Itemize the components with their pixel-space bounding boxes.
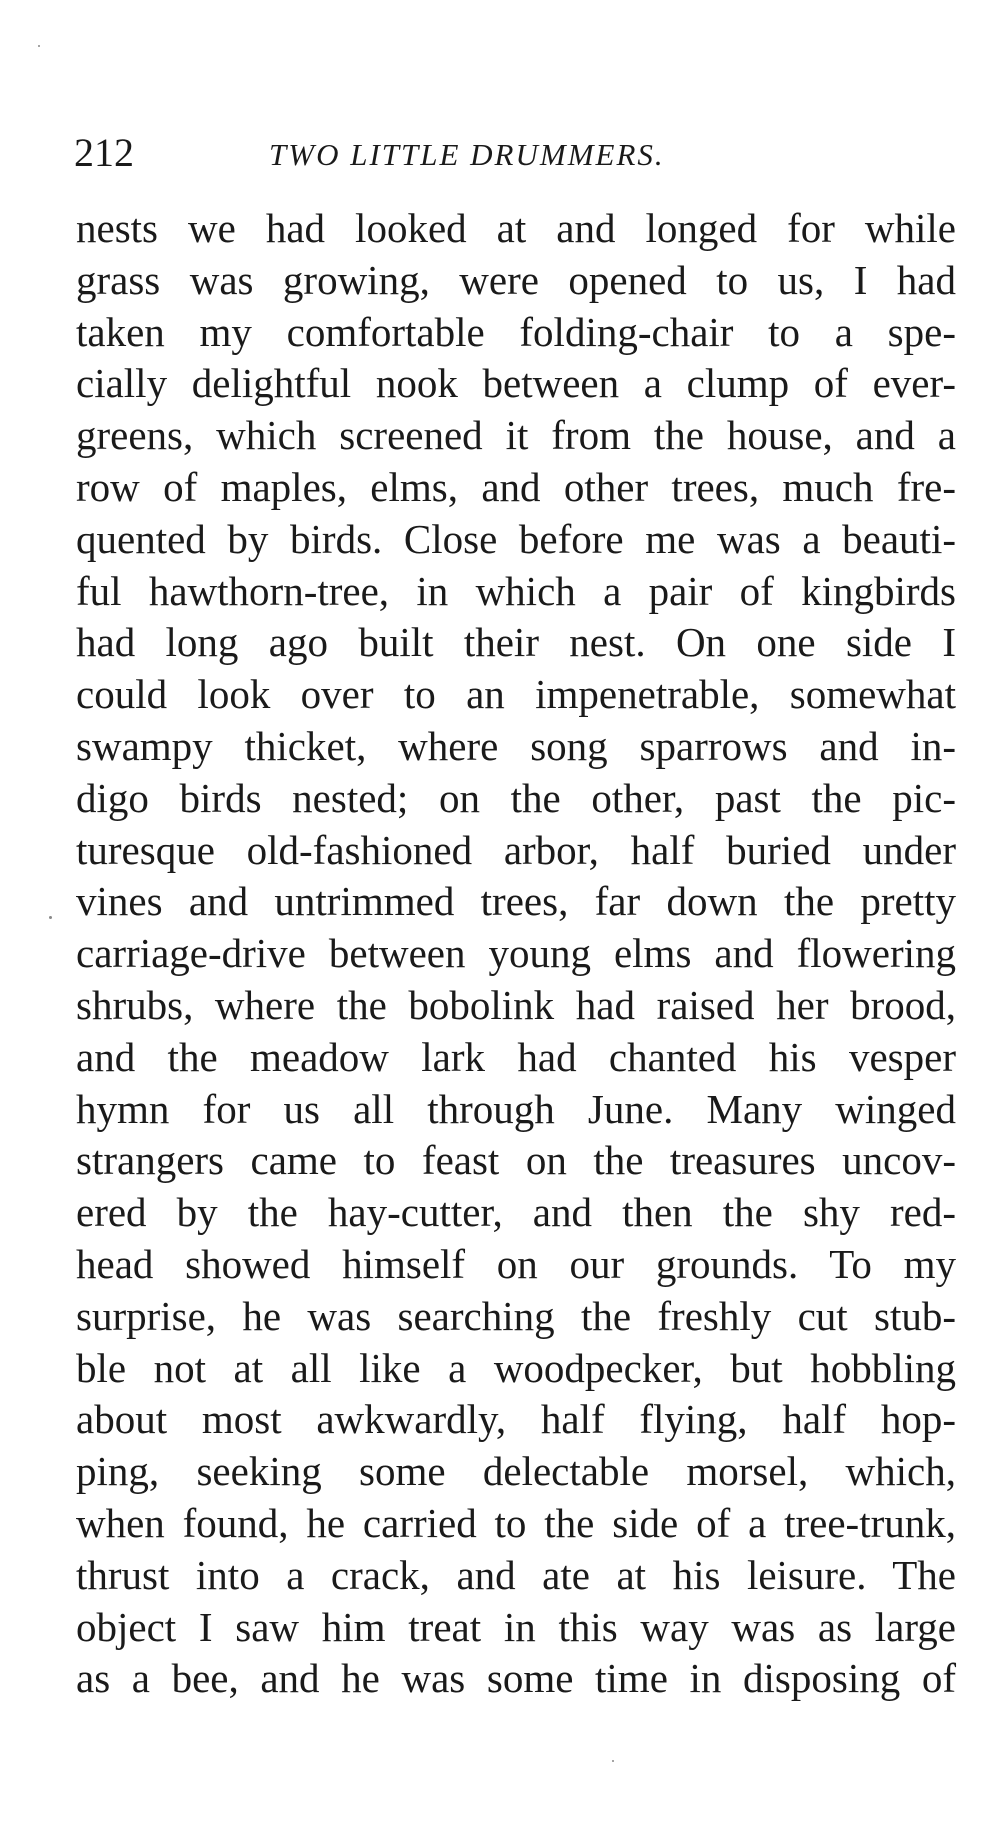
text-line: cially delightful nook between a clump of ever- bbox=[76, 360, 956, 407]
paper-speck bbox=[38, 45, 40, 47]
text-line: shrubs, where the bobolink had raised her brood, bbox=[76, 981, 956, 1028]
text-line: ered by the hay-cutter, and then the shy red- bbox=[76, 1189, 956, 1236]
text-line: greens, which screened it from the house, and a bbox=[76, 412, 956, 459]
text-line: had long ago built their nest. On one side I bbox=[76, 619, 956, 666]
text-line: thrust into a crack, and ate at his leisure. The bbox=[76, 1551, 956, 1598]
text-line: ful hawthorn-tree, in which a pair of kingbirds bbox=[76, 567, 956, 614]
text-line: surprise, he was searching the freshly cut stub- bbox=[76, 1292, 956, 1339]
text-line: as a bee, and he was some time in disposing of bbox=[76, 1655, 956, 1702]
text-line: digo birds nested; on the other, past the pic- bbox=[76, 774, 956, 821]
text-line: ping, seeking some delectable morsel, which, bbox=[76, 1448, 956, 1495]
text-line: quented by birds. Close before me was a beauti- bbox=[76, 515, 956, 562]
text-line: hymn for us all through June. Many winged bbox=[76, 1085, 956, 1132]
text-line: turesque old-fashioned arbor, half buried under bbox=[76, 826, 956, 873]
running-head bbox=[74, 128, 954, 178]
paper-speck bbox=[49, 916, 52, 919]
text-line: nests we had looked at and longed for while bbox=[76, 205, 956, 251]
text-line: swampy thicket, where song sparrows and in- bbox=[76, 722, 956, 769]
text-line: about most awkwardly, half flying, half hop- bbox=[76, 1396, 956, 1443]
text-line: grass was growing, were opened to us, I had bbox=[76, 256, 956, 303]
text-line: head showed himself on our grounds. To my bbox=[76, 1240, 956, 1287]
text-line: could look over to an impenetrable, somewhat bbox=[76, 671, 956, 718]
body-text bbox=[76, 203, 956, 1705]
running-title: TWO LITTLE DRUMMERS. bbox=[269, 137, 665, 172]
text-line: strangers came to feast on the treasures uncov- bbox=[76, 1137, 956, 1184]
text-line: when found, he carried to the side of a tree-trunk, bbox=[76, 1499, 956, 1546]
page-number: 212 bbox=[74, 130, 134, 175]
text-line: row of maples, elms, and other trees, much fre- bbox=[76, 463, 956, 510]
text-line: taken my comfortable folding-chair to a spe- bbox=[76, 308, 956, 355]
text-line: object I saw him treat in this way was as large bbox=[76, 1603, 956, 1650]
paper-speck bbox=[612, 1760, 614, 1762]
text-line: carriage-drive between young elms and flowering bbox=[76, 930, 956, 977]
text-line: and the meadow lark had chanted his vesper bbox=[76, 1033, 956, 1080]
text-line: ble not at all like a woodpecker, but hobbling bbox=[76, 1344, 956, 1391]
text-line: vines and untrimmed trees, far down the pretty bbox=[76, 878, 956, 925]
